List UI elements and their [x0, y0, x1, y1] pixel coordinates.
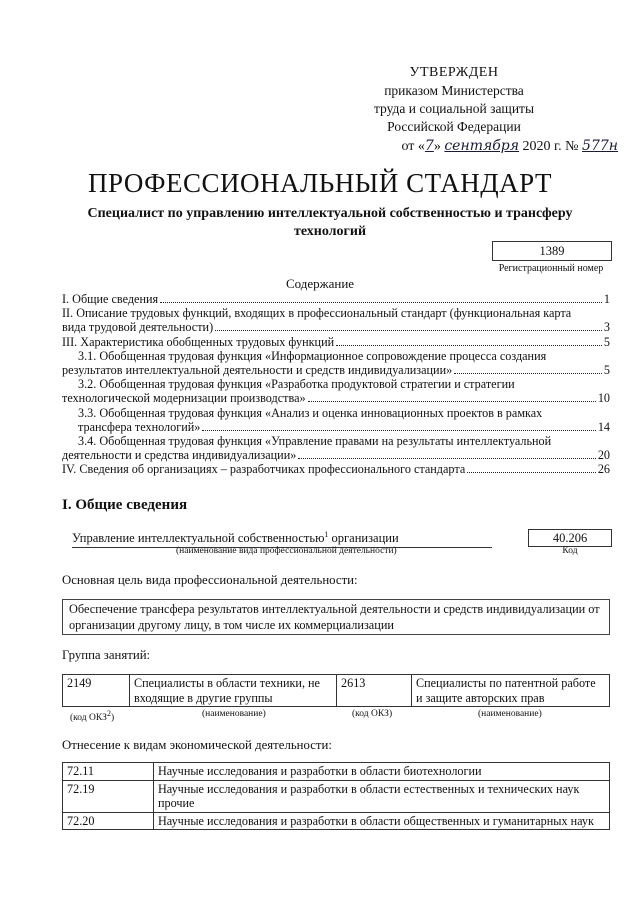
toc-entry-text-first: 3.2. Обобщенная трудовая функция «Разработка продуктовой стратегии и стратегии — [78, 377, 515, 392]
occ-caption-code: (код ОКЗ$^2$) — [70, 709, 115, 724]
toc-entry-page: 5 — [603, 363, 610, 378]
toc-entry-page: 20 — [597, 448, 610, 463]
approval-line-1: приказом Министерства — [384, 83, 524, 98]
toc-entry-page: 10 — [597, 391, 610, 406]
toc-entry-text: результатов интеллектуальной деятельности и средств индивидуализации» — [62, 363, 453, 378]
date-prefix: от « — [401, 139, 425, 154]
okved-code: 72.20 — [63, 812, 154, 830]
toc-entry-text: IV. Сведения об организациях – разработчиках профессионального стандарта — [62, 462, 466, 477]
footnote-ref[interactable]: 1 — [324, 530, 329, 539]
occupations-label: Группа занятий: — [62, 648, 151, 662]
toc-entry-text: деятельности и средства индивидуализации» — [62, 448, 297, 463]
registration-number-label: Регистрационный номер — [498, 263, 604, 274]
date-month: сентября — [444, 138, 520, 154]
okved-table — [62, 762, 610, 830]
toc-entry[interactable] — [62, 292, 610, 306]
okved-name: Научные исследования и разработки в области биотехнологии — [154, 763, 610, 781]
table-row — [63, 812, 610, 830]
toc-entry[interactable] — [62, 377, 610, 405]
table-row — [63, 763, 610, 781]
toc-entry-text-first: 3.3. Обобщенная трудовая функция «Анализ и оценка инновационных проектов в рамках — [78, 405, 543, 420]
occ-caption-name: (наименование) — [202, 709, 266, 719]
approval-title: УТВЕРЖДЕН — [409, 65, 499, 80]
occupations-table — [62, 674, 610, 707]
toc-entry-text-first: 3.4. Обобщенная трудовая функция «Управление правами на результаты интеллектуальной — [78, 434, 552, 449]
toc-entry[interactable] — [62, 462, 610, 476]
toc-entry-text: технологической модернизации производства» — [62, 391, 306, 406]
toc-entry[interactable] — [62, 434, 610, 462]
toc-entry-page: 3 — [603, 320, 610, 335]
activity-kind-tail: организации — [328, 531, 399, 546]
goal-text-box: Обеспечение трансфера результатов интеллектуальной деятельности и средств индивидуализации от организации другому лицу, в том числе их коммерциализации — [62, 599, 610, 635]
occ-caption-code: (код ОКЗ) — [352, 709, 393, 719]
approval-line-2: труда и социальной защиты — [373, 101, 535, 116]
toc-entry-page: 1 — [603, 292, 610, 306]
date-mid: » — [433, 139, 441, 154]
okved-code: 72.11 — [63, 763, 154, 781]
toc-entry-text-first: II. Описание трудовых функций, входящих в профессиональный стандарт (функциональная карта — [62, 306, 572, 321]
table-of-contents — [62, 292, 610, 477]
toc-entry[interactable] — [62, 335, 610, 349]
occupation-code: 2149 — [63, 675, 130, 707]
okved-label: Отнесение к видам экономической деятельности: — [62, 738, 332, 752]
toc-entry-page: 5 — [603, 334, 610, 349]
toc-entry-text: трансфера технологий» — [78, 419, 201, 434]
approval-date-line — [401, 138, 618, 155]
activity-code-box: 40.206 — [528, 529, 612, 547]
toc-entry[interactable] — [62, 306, 610, 334]
occupation-name: Специалисты в области техники, не входящие в другие группы — [130, 675, 337, 707]
toc-entry-text: вида трудовой деятельности) — [62, 320, 214, 335]
order-number: 577н — [582, 138, 618, 154]
okved-code: 72.19 — [63, 780, 154, 812]
okved-name: Научные исследования и разработки в области общественных и гуманитарных наук — [154, 812, 610, 830]
activity-kind-text: Управление интеллектуальной собственностью — [72, 531, 325, 546]
approval-line-3: Российской Федерации — [387, 119, 521, 134]
approval-block — [354, 64, 554, 136]
toc-entry-page: 14 — [597, 419, 610, 434]
activity-kind-caption: (наименование вида профессиональной деятельности) — [176, 546, 397, 556]
document-subtitle: Специалист по управлению интеллектуальной собственностью и трансферу технологий — [87, 206, 573, 239]
toc-entry-page: 26 — [597, 462, 610, 477]
document-title: ПРОФЕССИОНАЛЬНЫЙ СТАНДАРТ — [87, 168, 553, 198]
section-heading: I. Общие сведения — [62, 497, 188, 513]
table-row — [63, 675, 610, 707]
toc-entry-text: III. Характеристика обобщенных трудовых функций — [62, 334, 335, 349]
activity-code-caption: Код — [562, 546, 578, 556]
toc-entry-text: I. Общие сведения — [62, 292, 159, 306]
registration-number-box: 1389 — [492, 241, 612, 261]
occupation-name: Специалисты по патентной работе и защите авторских прав — [412, 675, 610, 707]
okved-name: Научные исследования и разработки в области естественных и технических наук прочие — [154, 780, 610, 812]
table-row — [63, 780, 610, 812]
occ-caption-name: (наименование) — [478, 709, 542, 719]
toc-entry-text-first: 3.1. Обобщенная трудовая функция «Информационное сопровождение процесса создания — [78, 348, 547, 363]
occupation-code: 2613 — [337, 675, 412, 707]
toc-entry[interactable] — [62, 406, 610, 434]
date-day: 7 — [424, 138, 434, 154]
toc-heading: Содержание — [285, 276, 355, 291]
goal-label: Основная цель вида профессиональной деятельности: — [62, 573, 358, 587]
toc-entry[interactable] — [62, 349, 610, 377]
date-year: 2020 г. № — [522, 139, 579, 154]
